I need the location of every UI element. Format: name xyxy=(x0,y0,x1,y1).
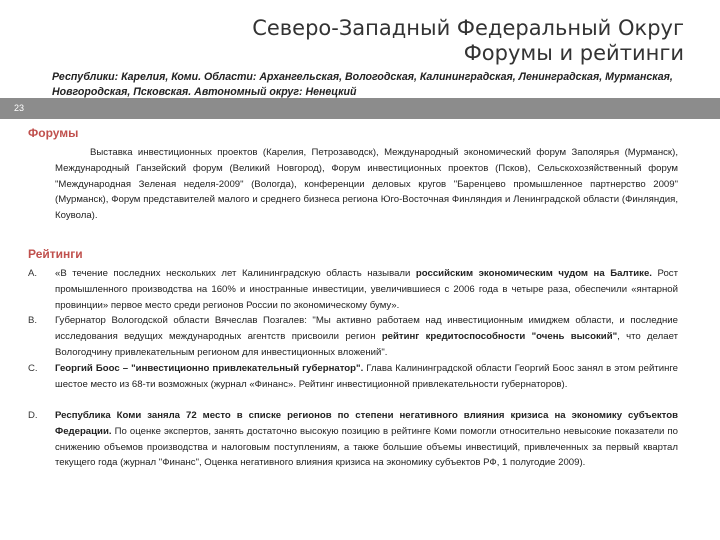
rating-text: «В течение последних нескольких лет Калининградскую область называли российским экономическим чудом на Балтике. Рост промышленного производства на 160% и иностранные инвестиции, увеличившиеся с 2006 года в четыре раза, обеспечили «янтарной провинции» первое место среди регионов России по экономическому буму». xyxy=(55,268,678,311)
title-line-1: Северо-Западный Федеральный Округ xyxy=(252,16,684,40)
forums-paragraph: Выставка инвестиционных проектов (Карелия, Петрозаводск), Международный экономический форум Заполярья (Мурманск), Международный Ганзейский форум (Великий Новгород), Форум инвестиционных проектов (Псков), Сельскохозяйственный форум "Международная Зеленая неделя-2009" (Вологда), конференции деловых кругов "Баренцево промышленное партнерство 2009" (Мурманск), Форум представителей малого и среднего бизнеса региона Юго-Восточная Финляндия и Ленинградской области (Финляндия, Коувола). xyxy=(55,147,678,222)
rating-marker: D. xyxy=(28,410,38,421)
slide-number: 23 xyxy=(14,103,25,113)
rating-text: Республика Коми заняла 72 место в списке регионов по степени негативного влияния кризиса на экономику субъектов Федерации. По оценке экспертов, занять достаточно высокую позицию в рейтинге Коми помогли относительно невысокие показатели по снижению объемов производства и налоговым поступлениям, а также большие объемы инвестиций, привлеченных за первый квартал текущего года (журнал "Финанс", Оценка негативного влияния кризиса на экономику субъектов РФ, 1 полугодие 2009). xyxy=(55,410,678,469)
rating-marker: C. xyxy=(28,363,38,374)
rating-text: Георгий Боос – "инвестиционно привлекательный губернатор". Глава Калининградской области Георгий Боос занял в этом рейтинге шестое место из 68-ти возможных (журнал «Финанс». Рейтинг инвестиционной привлекательности губернаторов). xyxy=(55,363,678,390)
slide-title xyxy=(252,16,684,66)
forums-heading: Форумы xyxy=(28,126,79,140)
rating-marker: B. xyxy=(28,315,38,326)
regions-subtitle: Республики: Карелия, Коми. Области: Архангельская, Вологодская, Калининградская, Ленинградская, Мурманская, Новгородская, Псковская. Автономный округ: Ненецкий xyxy=(52,71,673,98)
rating-text: Губернатор Вологодской области Вячеслав Позгалев: "Мы активно работаем над инвестиционным имиджем области, и последние исследования ведущих международных агентств присвоили регион рейтинг кредитоспособности "очень высокий", что делает Вологодчину привлекательным регионом для инвестиционных вложений". xyxy=(55,315,678,358)
divider-band xyxy=(0,98,720,119)
rating-marker: A. xyxy=(28,268,38,279)
ratings-heading: Рейтинги xyxy=(28,247,83,261)
title-line-2: Форумы и рейтинги xyxy=(463,41,684,65)
